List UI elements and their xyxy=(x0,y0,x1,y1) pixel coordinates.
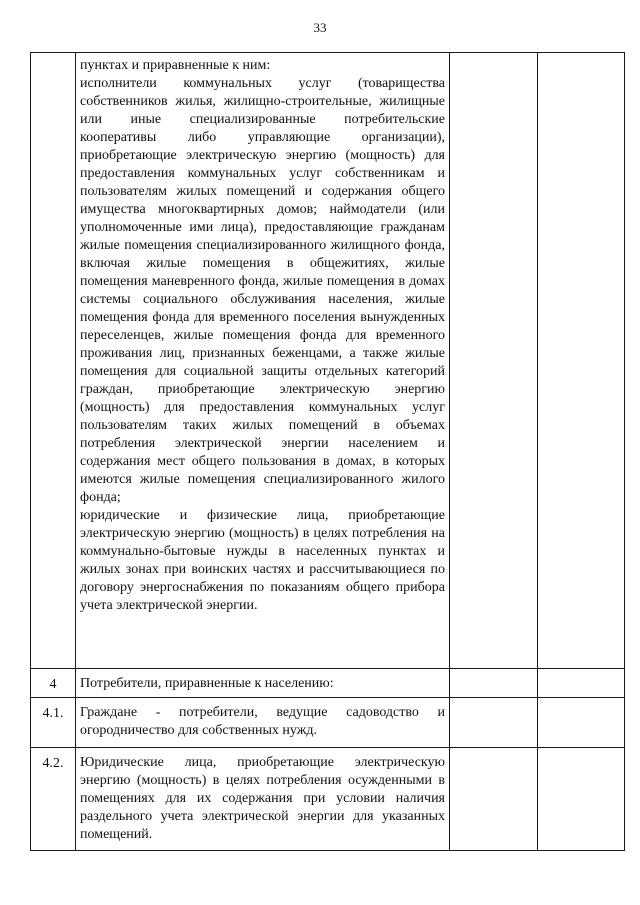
table-row xyxy=(31,53,625,669)
value-cell xyxy=(450,669,538,698)
row-description-cell xyxy=(76,748,450,851)
value-cell xyxy=(450,748,538,851)
paragraph: юридические и физические лица, приобретающие электрическую энергию (мощность) в целях потребления на коммунально-бытовые нужды в населенных пунктах и жилых зонах при воинских частях и рассчитывающиеся по договору энергоснабжения по показаниям общего прибора учета электрической энергии. xyxy=(80,508,445,613)
page-number: 33 xyxy=(313,20,327,35)
paragraph: Граждане - потребители, ведущие садоводство и огородничество для собственных нужд. xyxy=(80,705,445,738)
table-row xyxy=(31,669,625,698)
paragraph: Юридические лица, приобретающие электрическую энергию (мощность) в целях потребления осужденными в помещениях для их содержания при условии наличия раздельного учета электрической энергии для указанных помещений. xyxy=(80,755,445,842)
row-number-cell: 4 xyxy=(31,669,76,698)
value-cell xyxy=(450,53,538,669)
paragraph: исполнители коммунальных услуг (товарищества собственников жилья, жилищно-строительные, жилищные или иные специализированные потребительские кооперативы либо управляющие организации), приобретающие электрическую энергию (мощность) для предоставления коммунальных услуг собственникам и пользователям жилых помещений и содержания общего имущества многоквартирных домов; наймодатели (или уполномоченные ими лица), предоставляющие гражданам жилые помещения специализированного жилищного фонда, включая жилые помещения в общежитиях, жилые помещения маневренного фонда, жилые помещения в домах системы социального обслуживания населения, жилые помещения фонда для временного поселения вынужденных переселенцев, жилые помещения фонда для временного проживания лиц, признанных беженцами, а также жилые помещения для социальной защиты отдельных категорий граждан, приобретающие электрическую энергию (мощность) для предоставления коммунальных услуг пользователям таких жилых помещений в объемах потребления электрической энергии населением и содержания мест общего пользования в домах, в которых имеются жилые помещения специализированного жилого фонда; xyxy=(80,76,445,505)
row-number-cell: 4.2. xyxy=(31,748,76,851)
row-number-cell: 4.1. xyxy=(31,698,76,748)
value-cell xyxy=(538,748,625,851)
tariff-consumers-table xyxy=(30,52,625,851)
row-description-cell xyxy=(76,669,450,698)
value-cell xyxy=(538,698,625,748)
value-cell xyxy=(450,698,538,748)
row-description-cell xyxy=(76,698,450,748)
paragraph: пунктах и приравненные к ним: xyxy=(80,58,271,73)
row-number-cell xyxy=(31,53,76,669)
table-row xyxy=(31,748,625,851)
row-description-cell xyxy=(76,53,450,669)
value-cell xyxy=(538,53,625,669)
value-cell xyxy=(538,669,625,698)
paragraph: Потребители, приравненные к населению: xyxy=(80,676,334,691)
table-row xyxy=(31,698,625,748)
